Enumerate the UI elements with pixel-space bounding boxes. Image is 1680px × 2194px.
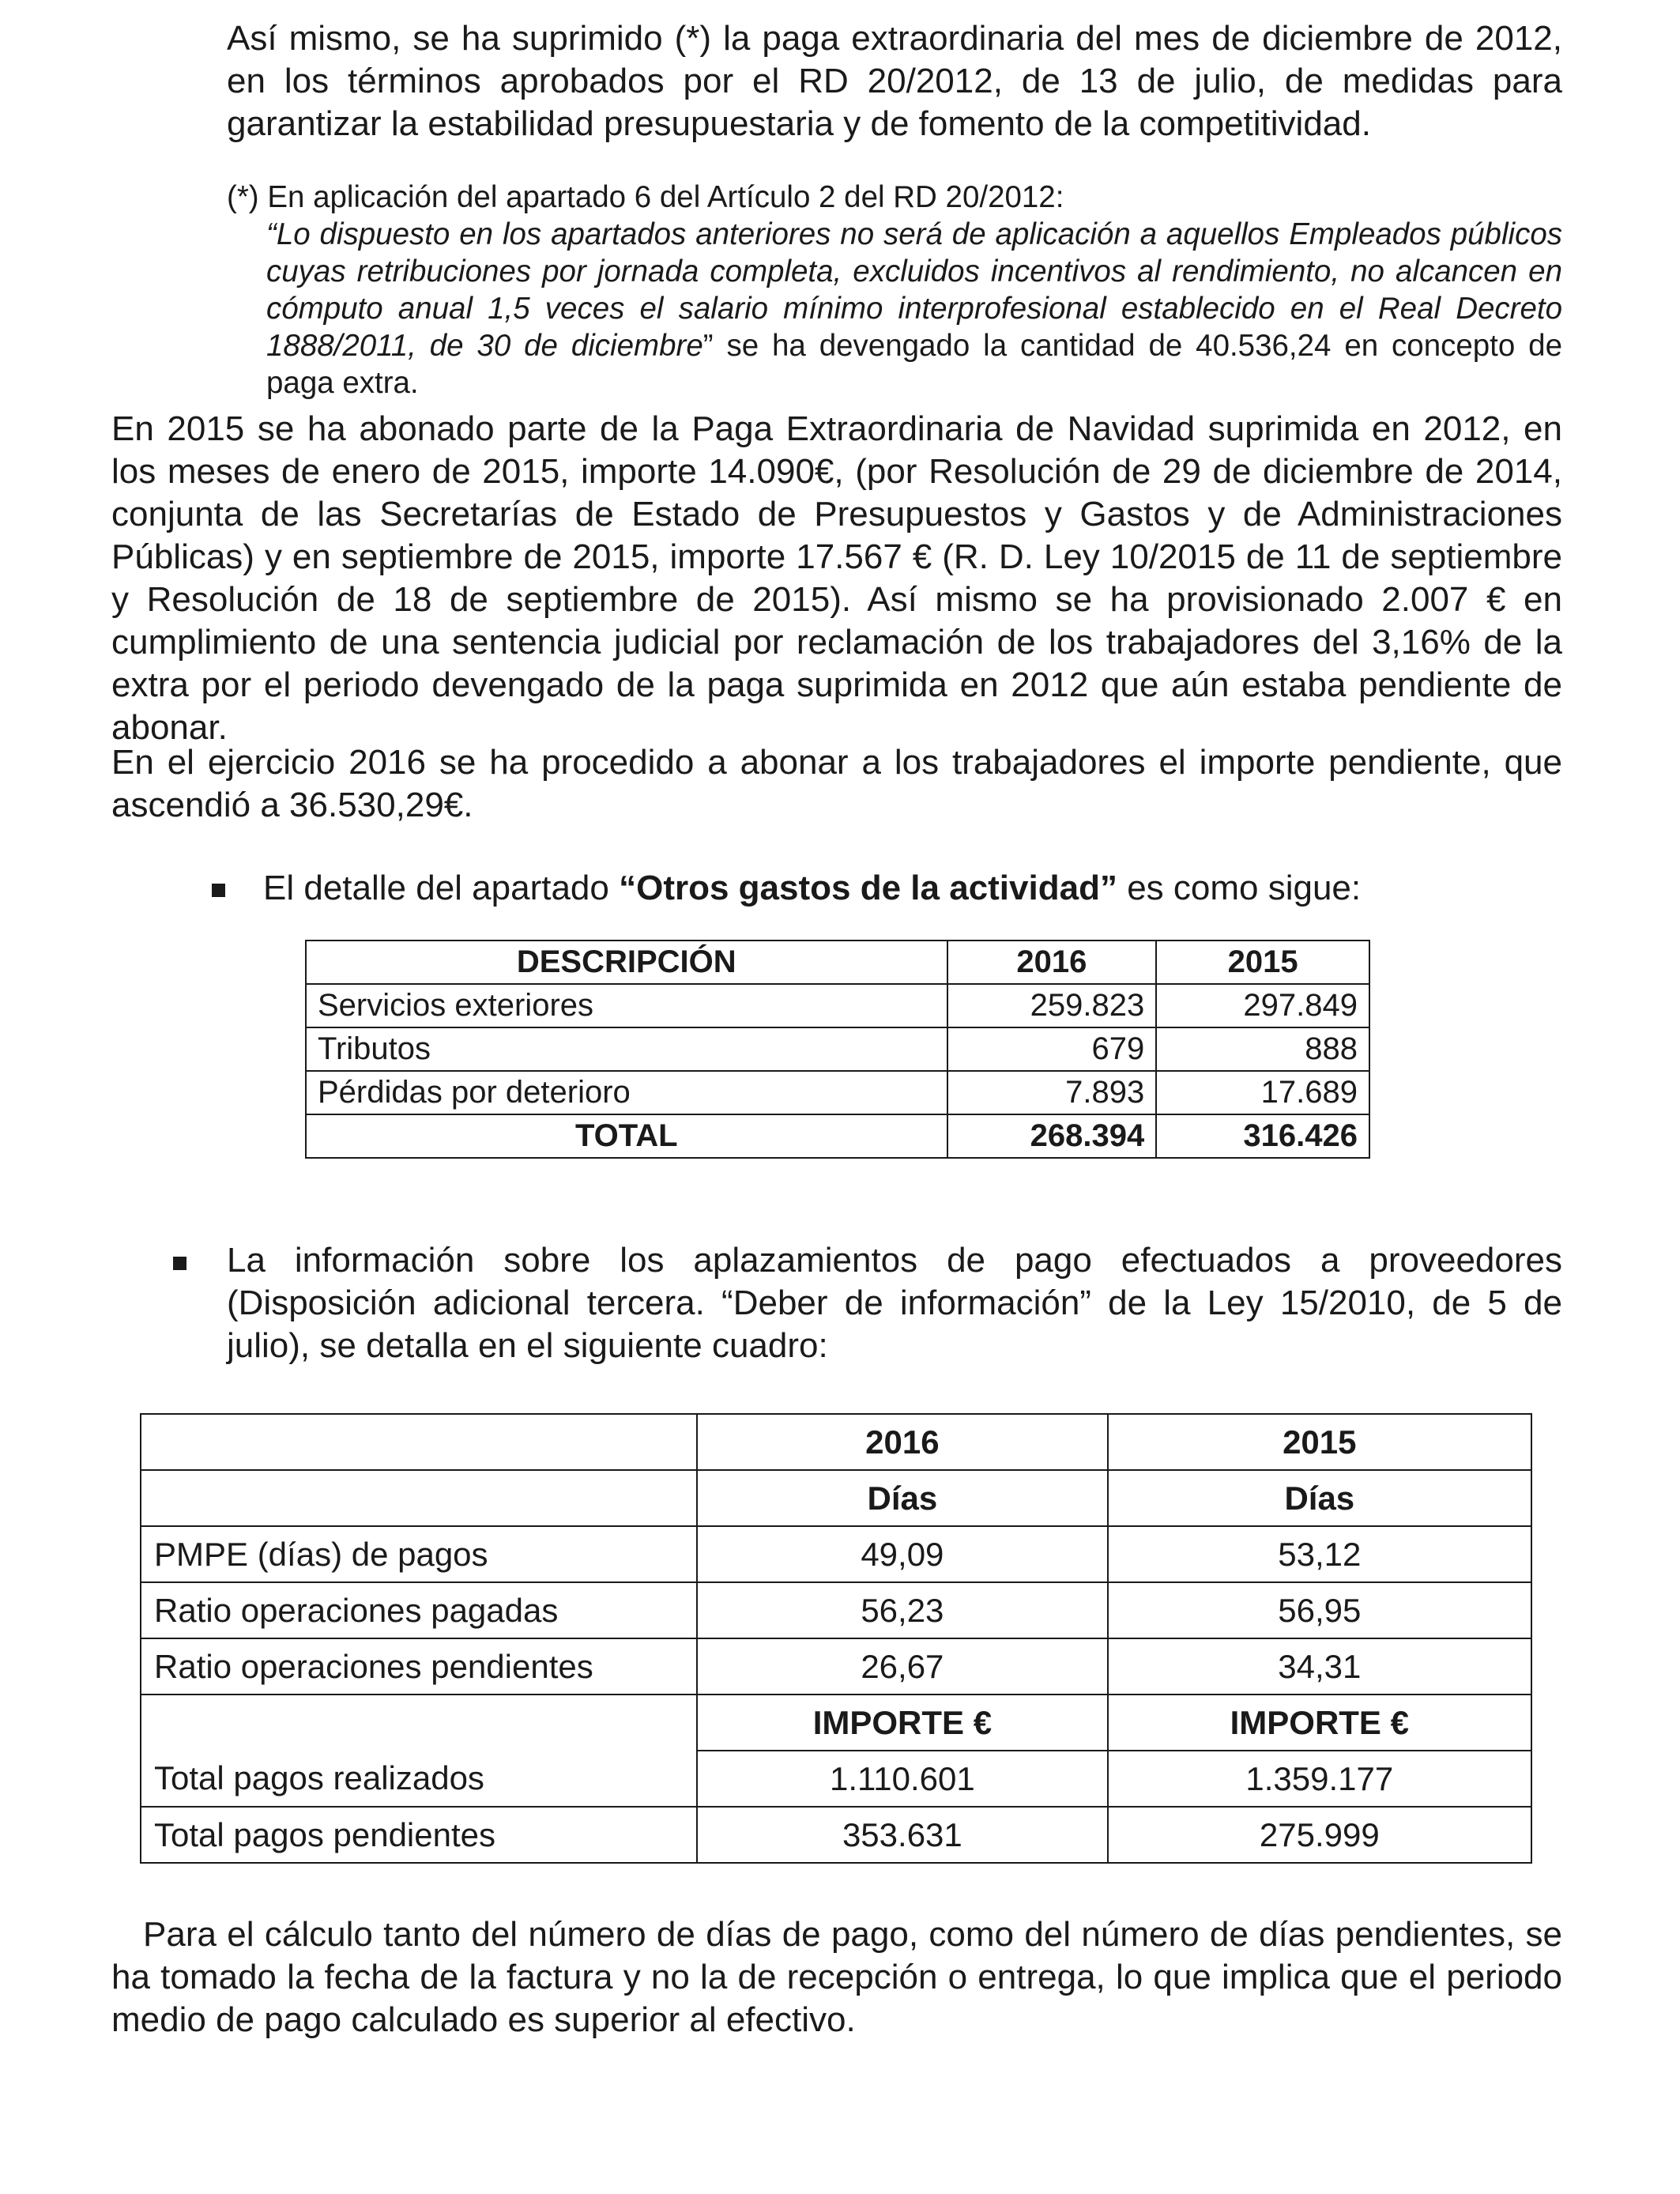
row-label: PMPE (días) de pagos: [141, 1526, 697, 1582]
table-row: [141, 1751, 1531, 1807]
unit-amount-row: [141, 1695, 1531, 1751]
footnote-intro: (*) En aplicación del apartado 6 del Artículo 2 del RD 20/2012:: [227, 180, 1064, 214]
table-row: [306, 1071, 1369, 1114]
paragraph-paga-suprimida: Así mismo, se ha suprimido (*) la paga extraordinaria del mes de diciembre de 2012, en los términos aprobados por el RD 20/2012, de 13 de julio, de medidas para garantizar la estabilidad presupuestaria y de fomento de la competitividad.: [227, 19, 1562, 143]
paragraph-abono-2015: En 2015 se ha abonado parte de la Paga Extraordinaria de Navidad suprimida en 2012, en los meses de enero de 2015, importe 14.090€, (por Resolución de 29 de diciembre de 2014, conjunta de las Secretarías de Estado de Presupuestos y Gastos y de Administraciones Públicas) y en septiembre de 2015, importe 17.567 € (R. D. Ley 10/2015 de 11 de septiembre y Resolución de 18 de septiembre de 2015). Así mismo se ha provisionado 2.007 € en cumplimiento de una sentencia judicial por reclamación de los trabajadores del 3,16% de la extra por el periodo devengado de la paga suprimida en 2012 que aún estaba pendiente de abonar.: [111, 409, 1562, 747]
row-label: Total pagos pendientes: [141, 1807, 697, 1863]
row-value-2016: 259.823: [947, 984, 1157, 1027]
paragraph-abono-2016: En el ejercicio 2016 se ha procedido a abonar a los trabajadores el importe pendiente, que ascendió a 36.530,29€.: [111, 743, 1562, 824]
row-value-2016: 56,23: [697, 1582, 1107, 1638]
years-row: [141, 1414, 1531, 1470]
row-value-2016: 7.893: [947, 1071, 1157, 1114]
row-value-2016: 26,67: [697, 1638, 1107, 1695]
otros-gastos-table: [305, 940, 1370, 1159]
header-2015: 2015: [1108, 1414, 1531, 1470]
table-row: [141, 1526, 1531, 1582]
footnote-rd-20-2012: [227, 179, 1562, 401]
header-2015: 2015: [1156, 941, 1369, 984]
paragraph-calculo-dias: Para el cálculo tanto del número de días de pago, como del número de días pendientes, se ha tomado la fecha de la factura y no la de recepción o entrega, lo que implica que el periodo medio de pago calculado es superior al efectivo.: [111, 1915, 1562, 2039]
bullet-square-icon: [173, 1257, 186, 1270]
row-value-2015: 17.689: [1156, 1071, 1369, 1114]
bullet-aplazamientos: La información sobre los aplazamientos de pago efectuados a proveedores (Disposición adicional tercera. “Deber de información” de la Ley 15/2010, de 5 de julio), se detalla en el siguiente cuadro:: [227, 1241, 1562, 1365]
table-row: [141, 1582, 1531, 1638]
row-value-2015: 53,12: [1108, 1526, 1531, 1582]
empty-cell: [141, 1414, 697, 1470]
row-value-2016: 679: [947, 1027, 1157, 1071]
row-value-2015: 297.849: [1156, 984, 1369, 1027]
total-2016: 268.394: [947, 1114, 1157, 1158]
total-2015: 316.426: [1156, 1114, 1369, 1158]
unit-dias-2015: Días: [1108, 1470, 1531, 1526]
unit-days-row: [141, 1470, 1531, 1526]
aplazamientos-table: [140, 1413, 1532, 1864]
row-value-2016: 1.110.601: [697, 1751, 1107, 1807]
row-value-2015: 34,31: [1108, 1638, 1531, 1695]
total-label: TOTAL: [306, 1114, 947, 1158]
row-value-2016: 353.631: [697, 1807, 1107, 1863]
header-2016: 2016: [697, 1414, 1107, 1470]
unit-importe-2016: IMPORTE €: [697, 1695, 1107, 1751]
header-descripcion: DESCRIPCIÓN: [306, 941, 947, 984]
unit-dias-2016: Días: [697, 1470, 1107, 1526]
table-header-row: [306, 941, 1369, 984]
table-row: [141, 1638, 1531, 1695]
empty-cell: [141, 1695, 697, 1751]
footnote-quote: “Lo dispuesto en los apartados anteriores no será de aplicación a aquellos Empleados públicos cuyas retribuciones por jornada completa, excluidos incentivos al rendimiento, no alcancen en cómputo anual 1,5 veces el salario mínimo interprofesional establecido en el Real Decreto 1888/2011, de 30 de diciembre: [266, 217, 1562, 363]
bullet-otros-gastos-before: El detalle del apartado: [263, 869, 620, 907]
unit-importe-2015: IMPORTE €: [1108, 1695, 1531, 1751]
row-label: Servicios exteriores: [306, 984, 947, 1027]
footnote-tail: ” se ha devengado la cantidad de 40.536,24 en concepto de paga extra.: [266, 329, 1562, 400]
row-label: Total pagos realizados: [141, 1751, 697, 1807]
table-total-row: [306, 1114, 1369, 1158]
bullet-otros-gastos-bold: “Otros gastos de la actividad”: [619, 869, 1117, 907]
row-label: Ratio operaciones pagadas: [141, 1582, 697, 1638]
row-label: Ratio operaciones pendientes: [141, 1638, 697, 1695]
header-2016: 2016: [947, 941, 1157, 984]
bullet-otros-gastos: [263, 867, 1361, 910]
row-value-2015: 56,95: [1108, 1582, 1531, 1638]
row-value-2016: 49,09: [697, 1526, 1107, 1582]
row-value-2015: 888: [1156, 1027, 1369, 1071]
row-label: Pérdidas por deterioro: [306, 1071, 947, 1114]
bullet-otros-gastos-after: es como sigue:: [1117, 869, 1362, 907]
row-label: Tributos: [306, 1027, 947, 1071]
empty-cell: [141, 1470, 697, 1526]
table-row: [306, 984, 1369, 1027]
row-value-2015: 1.359.177: [1108, 1751, 1531, 1807]
row-value-2015: 275.999: [1108, 1807, 1531, 1863]
bullet-square-icon: [212, 884, 225, 897]
table-row: [141, 1807, 1531, 1863]
footnote-quote-block: [266, 216, 1562, 401]
table-row: [306, 1027, 1369, 1071]
